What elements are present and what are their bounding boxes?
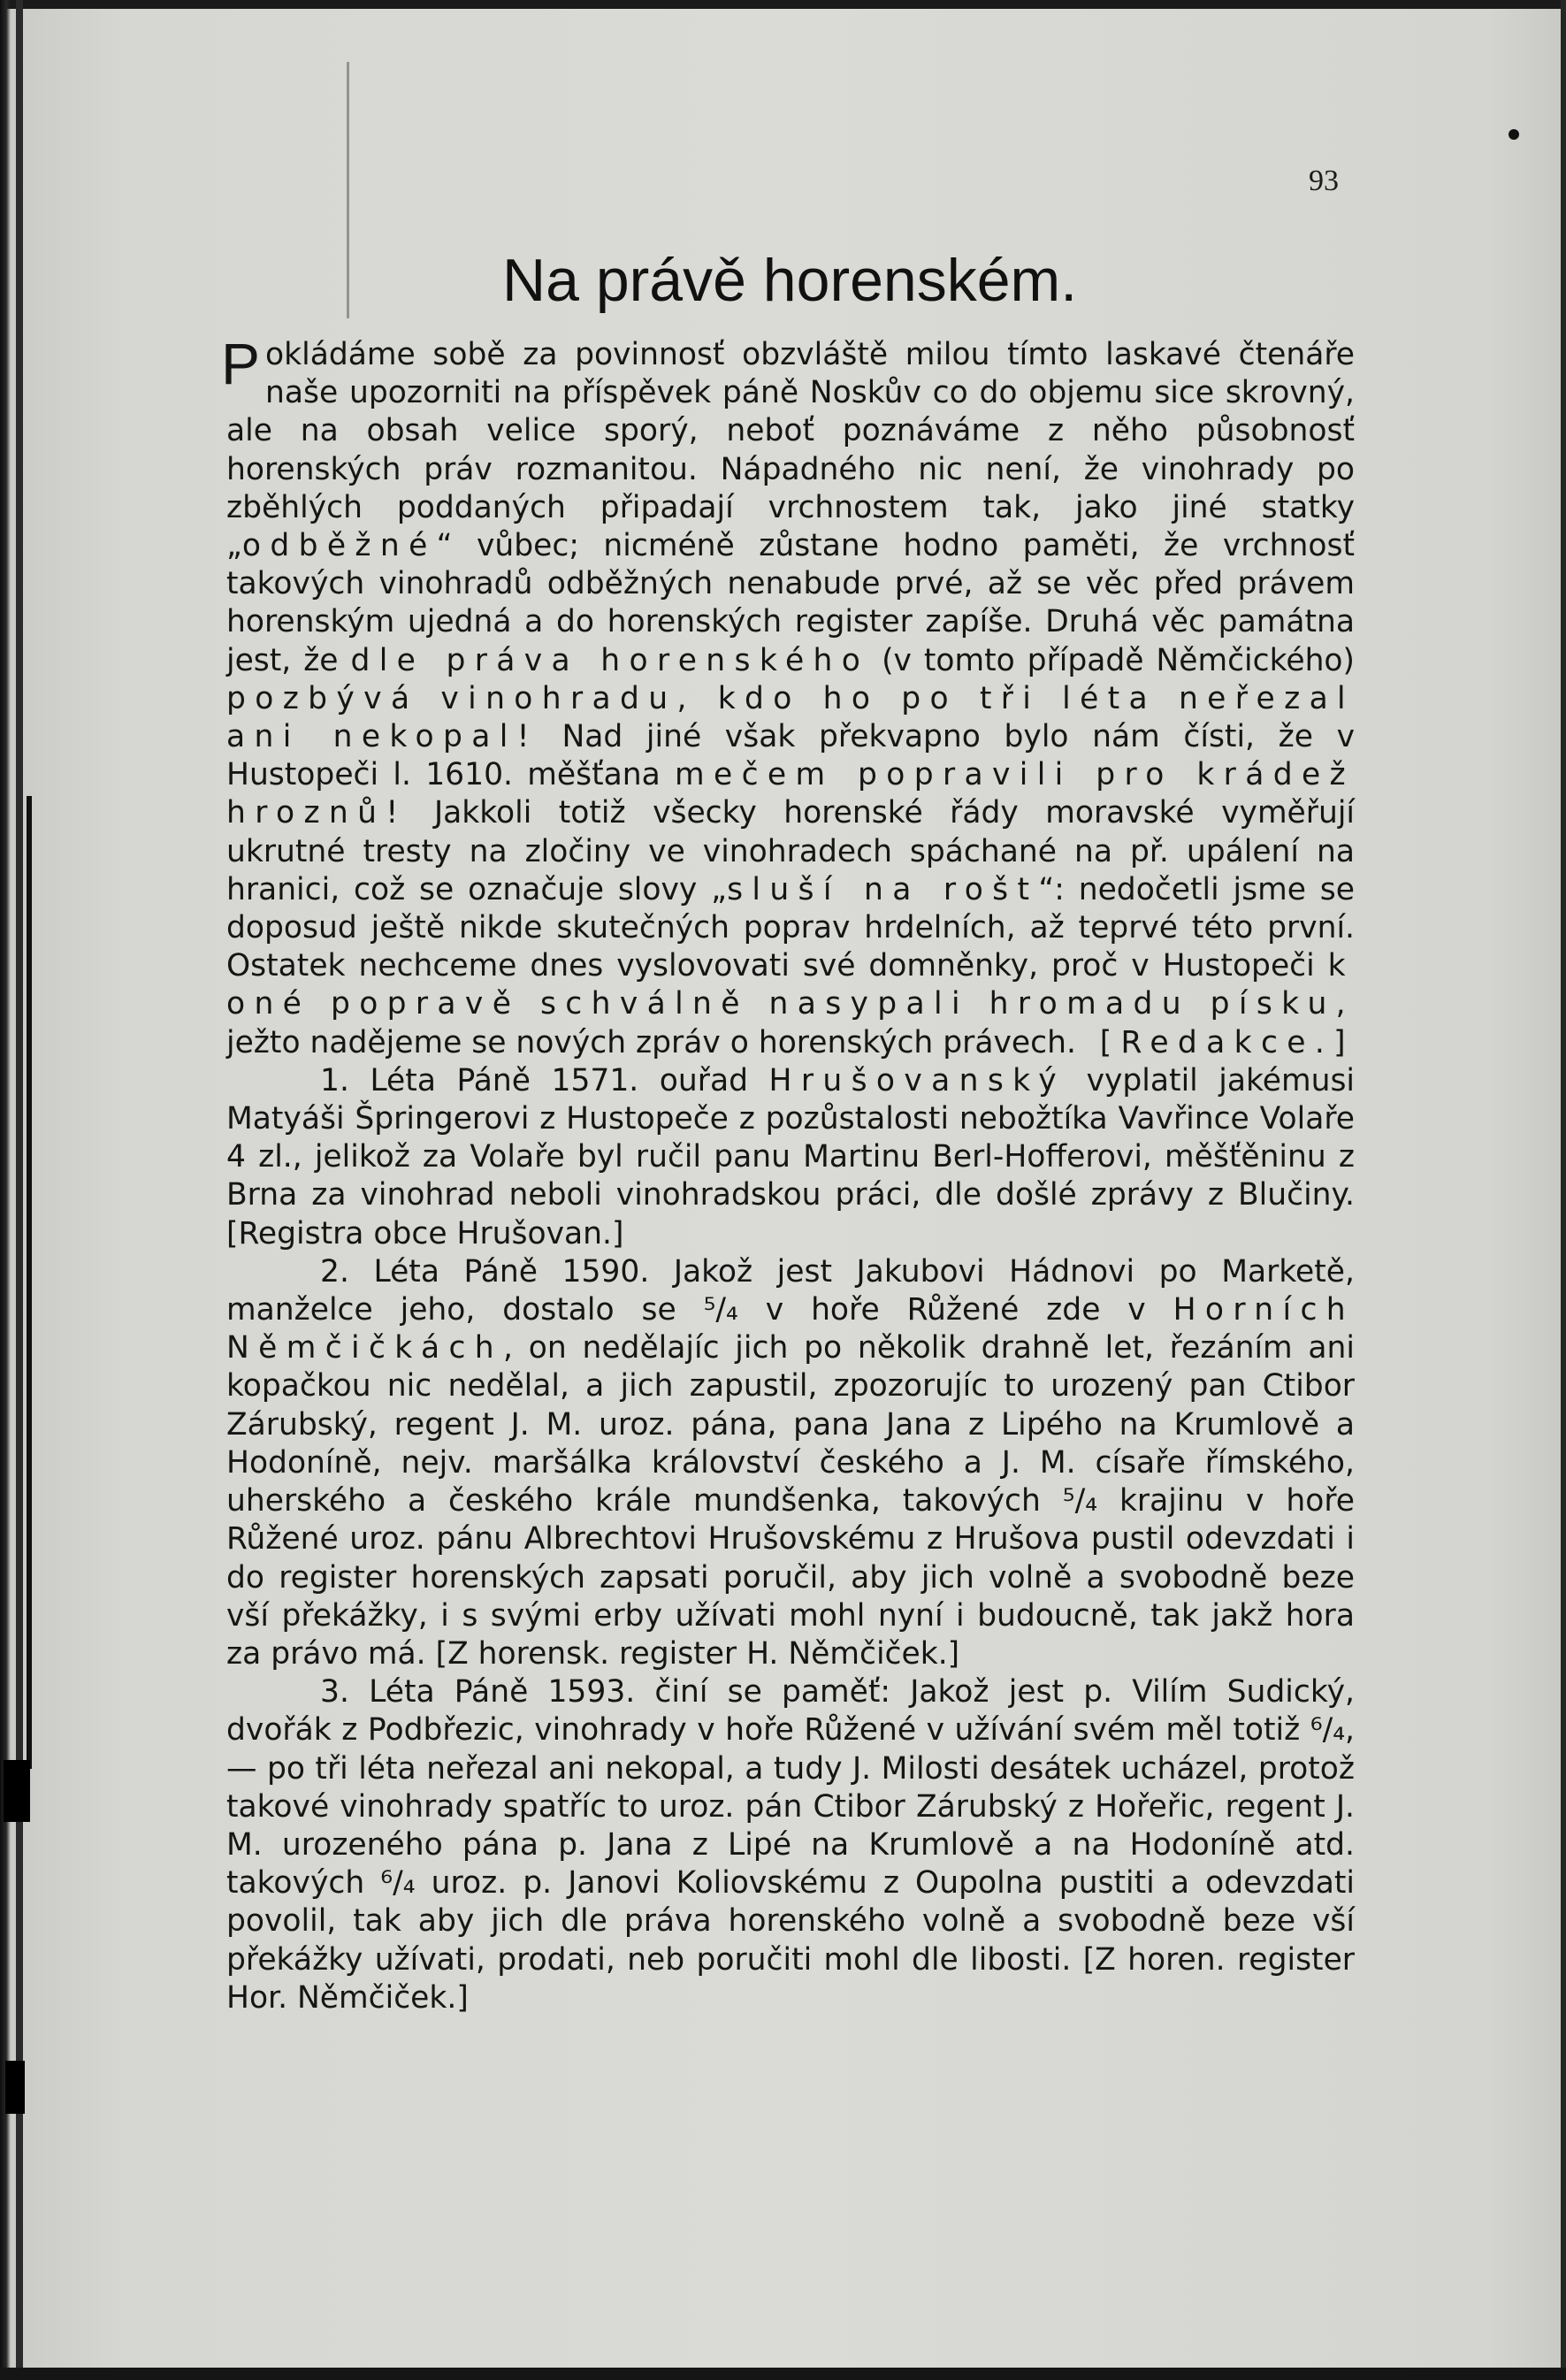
binding-shadow: [16, 0, 23, 2380]
scan-edge-left: [0, 0, 11, 2380]
entry-text: 3. Léta Páně 1593. činí se paměť: Jakož jest p. Vilím Sudický, dvořák z Podbřezic, vinohrady v hoře Růžené v užívání svém měl totiž ⁶/₄, — po tři léta neřezal ani nekopal, a tudy J. Milosti desátek ucházel, protož takové vinohrady spatříc to uroz. pán Ctibor Zárubský z Hořeřic, regent J. M. urozeného pána p. Jana z Lipé na Krumlově a na Hodoníně atd. takových ⁶/₄ uroz. p. Janovi Koliovskému z Oupolna pustiti a odevzdati povolil, tak aby jich dle práva horenského volně a svobodně beze vší překážky užívati, prodati, neb poručiti mohl dle libosti. [Z horen. register Hor. Němčiček.]: [226, 1674, 1355, 2016]
page-number: 93: [1309, 165, 1339, 197]
intro-text: okládáme sobě za povinnosť obzvláště milou tímto laskavé čtenáře naše upozorniti na příspěvek páně Noskův co do objemu sice skrovný, ale na obsah velice sporý, neboť poznáváme z něho působnosť horenských práv rozmanitou. Nápadného nic není, že vinohrady po zběhlých poddaných připadají vrchnostem tak, jako jiné statky „: [226, 337, 1355, 564]
entry-text: , on nedělajíc jich po několik drahně let, řezáním ani kopačkou nic nedělal, a jich zapustil, zpozorujíc to urozený pan Ctibor Zárubský, regent J. M. uroz. pána, pana Jana z Lipého na Krumlově a Hodoníně, nejv. maršálka království českého a J. M. císaře římského, uherského a českého krále mundšenka, takových ⁵/₄ krajinu v hoře Růžené uroz. pánu Albrechtovi Hrušovskému z Hrušova pustil odevzdati i do register horenských zapsati poručil, aby jich volně a svobodně beze vší překážky, i s svými erby užívati mohl nyní i budoucně, tak jakž hora za právo má. [Z horensk. register H. Němčiček.]: [226, 1330, 1355, 1672]
emphasis-text: sluší na rošt: [727, 871, 1039, 907]
emphasis-text: Hrušovanský: [768, 1062, 1066, 1098]
emphasis-text: pozbývá vinohradu, kdo ho po tři léta neřezal ani nekopal!: [226, 680, 1355, 755]
entry-2: [226, 1253, 1355, 1673]
entry-1: [226, 1062, 1355, 1253]
emphasis-text: dle práva horenského: [350, 642, 870, 678]
intro-paragraph: [221, 331, 1356, 1062]
binding-shadow-inner: [27, 796, 32, 1769]
intro-text: ježto nadějeme se nových zpráv o horenských právech.: [226, 1024, 1076, 1060]
binding-mark: [5, 2061, 25, 2114]
intro-text: “: nedočetli jsme se doposud ještě nikde skutečných poprav hrdelních, až teprvé této první. Ostatek nechceme dnes vyslovovati své domněnky, proč v Hustopeči: [226, 871, 1356, 984]
article-body: [221, 331, 1356, 2017]
emphasis-text: mečem popravili pro krádež hroznů!: [226, 757, 1355, 831]
intro-text: (v tomto případě Němčického): [869, 642, 1356, 678]
ink-dot: [1509, 129, 1519, 140]
entry-text: 1. Léta Páně 1571. ouřad: [320, 1062, 769, 1098]
binding-mark: [4, 1760, 30, 1822]
editor-signature: [Redakce.]: [1099, 1024, 1355, 1060]
page-title: Na právě horenském.: [502, 247, 1078, 314]
scan-edge-right: [1561, 0, 1566, 2380]
entry-text: vyplatil jakémusi Matyáši Špringerovi z Hustopeče z pozůstalosti nebožtíka Vavřince Volaře 4 zl., jelikož za Volaře byl ručil panu Martinu Berl-Hofferovi, měšťěninu z Brna za vinohrad neboli vinohradskou práci, dle došlé zprávy z Blučiny. [Registra obce Hrušovan.]: [226, 1062, 1356, 1251]
page-crease: [347, 62, 349, 318]
intro-text: “ vůbec; nicméně zůstane hodno paměti, že vrchnosť takových vinohradů odběžných nenabude prvé, až se věc před právem horenským ujedná a do horenských register zapíše. Druhá věc památna jest, že: [226, 528, 1355, 678]
entry-3: [226, 1673, 1355, 2017]
intro-text: Jakkoli totiž všecky horenské řády moravské vyměřují ukrutné tresty na zločiny ve vinohradech spáchané na př. upálení na hranici, což se označuje slovy „: [226, 795, 1355, 907]
scan-edge-bottom: [0, 2368, 1566, 2380]
emphasis-text: Horních Němčičkách: [226, 1292, 1355, 1366]
scan-edge-top: [0, 0, 1566, 9]
emphasis-text: k oné popravě schválně nasypali hromadu písku,: [226, 948, 1355, 1022]
drop-cap: P: [221, 331, 261, 396]
intro-text: Nad jiné však překvapno bylo nám čísti, že v Hustopeči l. 1610. měšťana: [226, 719, 1355, 793]
entry-text: 2. Léta Páně 1590. Jakož jest Jakubovi Hádnovi po Marketě, manželce jeho, dostalo se ⁵/₄ v hoře Růžené zde v: [226, 1253, 1355, 1328]
emphasis-text: odběžné: [241, 528, 437, 564]
